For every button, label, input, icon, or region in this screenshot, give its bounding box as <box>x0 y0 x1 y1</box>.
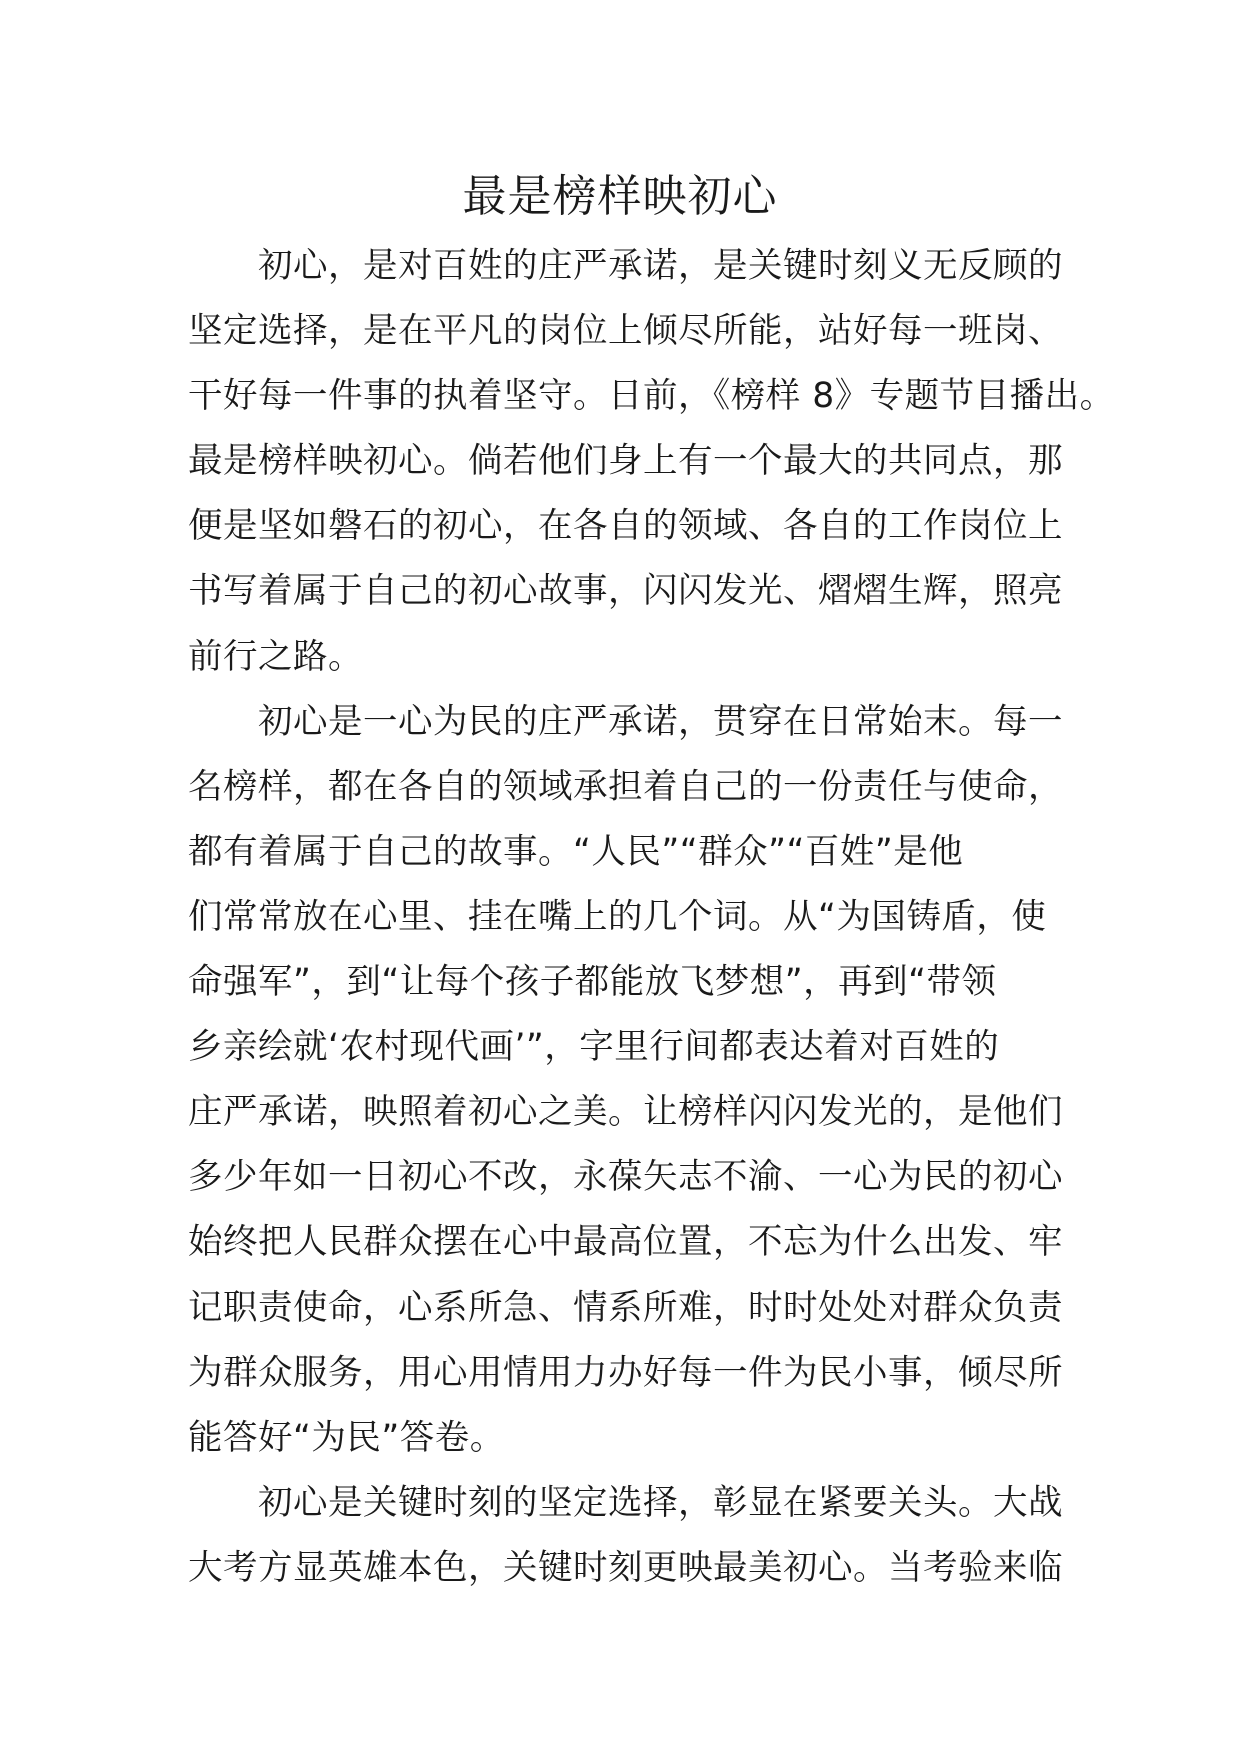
text-line: 始终把人民群众摆在心中最高位置，不忘为什么出发、牢 <box>188 1222 1063 1263</box>
text-line: 初心，是对百姓的庄严承诺，是关键时刻义无反顾的 <box>258 246 1063 286</box>
document-body <box>188 234 1115 1601</box>
text-line: 记职责使命，心系所急、情系所难，时时处处对群众负责 <box>188 1287 1063 1328</box>
text-line: 前行之路。 <box>188 636 363 677</box>
text-line: 干好每一件事的执着坚守。日前，《榜样 8》专题节目播出。 <box>188 376 1115 417</box>
text-line: 命强军”，到“让每个孩子都能放飞梦想”，再到“带领 <box>188 962 997 1003</box>
text-line: 初心是一心为民的庄严承诺，贯穿在日常始末。每一 <box>258 701 1063 742</box>
document-title: 最是榜样映初心 <box>462 171 778 222</box>
text-line: 书写着属于自己的初心故事，闪闪发光、熠熠生辉，照亮 <box>188 571 1063 612</box>
text-line: 名榜样，都在各自的领域承担着自己的一份责任与使命， <box>188 766 1063 807</box>
text-line: 大考方显英雄本色，关键时刻更映最美初心。当考验来临 <box>188 1547 1063 1588</box>
text-line: 最是榜样映初心。倘若他们身上有一个最大的共同点，那 <box>188 441 1063 482</box>
text-line: 能答好“为民”答卷。 <box>188 1417 505 1458</box>
text-line: 为群众服务，用心用情用力办好每一件为民小事，倾尽所 <box>188 1352 1063 1393</box>
text-line: 们常常放在心里、挂在嘴上的几个词。从“为国铸盾，使 <box>188 896 1047 937</box>
text-line: 多少年如一日初心不改，永葆矢志不渝、一心为民的初心 <box>188 1157 1063 1198</box>
text-line: 初心是关键时刻的坚定选择，彰显在紧要关头。大战 <box>258 1482 1063 1523</box>
text-line: 都有着属于自己的故事。“人民”“群众”“百姓”是他 <box>188 831 964 872</box>
text-line: 便是坚如磐石的初心，在各自的领域、各自的工作岗位上 <box>188 506 1063 547</box>
text-line: 庄严承诺，映照着初心之美。让榜样闪闪发光的，是他们 <box>188 1092 1063 1133</box>
text-line: 乡亲绘就‘农村现代画’”，字里行间都表达着对百姓的 <box>188 1027 1000 1068</box>
text-line: 坚定选择，是在平凡的岗位上倾尽所能，站好每一班岗、 <box>188 311 1063 352</box>
